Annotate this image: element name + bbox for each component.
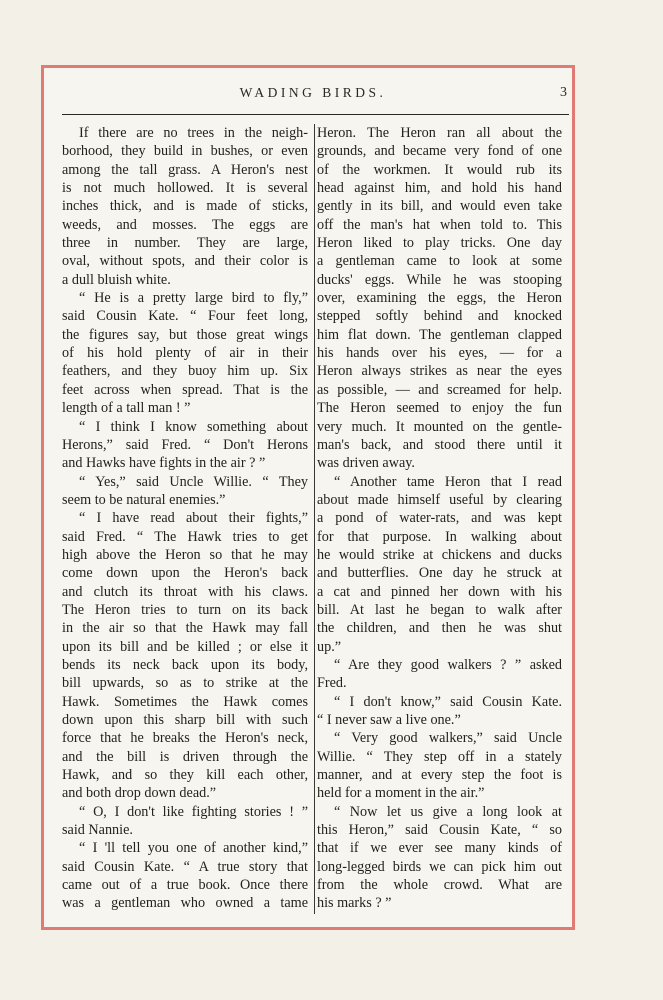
text-line: among the tall grass. A Heron's nest [62,161,308,178]
text-line: a dull bluish white. [62,271,171,288]
text-line: Heron. The Heron ran all about the [317,125,562,141]
text-line: feet across when spread. That is the [62,381,308,398]
text-line: him flat down. The gentleman clapped [317,326,562,343]
text-line: as possible, — and screamed for help. [317,381,562,398]
text-line: came out of a true book. Once there [62,877,308,894]
text-line: and Hawks have fights in the air ? ” [62,455,266,472]
text-line: and the bill is driven through the [62,748,308,765]
text-line: bill. At last he began to walk after [317,601,562,618]
text-line: Fred. [317,675,347,692]
right-text-column [317,124,562,913]
text-line: over, examining the eggs, the Heron [317,290,562,307]
text-line: Hawk. Sometimes the Hawk comes [62,693,308,710]
text-line: his marks ? ” [317,895,392,912]
text-line: was driven away. [317,455,415,472]
text-line: The Heron seemed to enjoy the fun [317,400,562,417]
text-line: manner, and at every step the foot is [317,767,562,784]
page-number: 3 [560,85,567,100]
text-line: was a gentleman who owned a tame [62,895,308,912]
text-line: and butterflies. One day he struck at [317,565,562,582]
text-line: stepped softly behind and knocked [317,308,562,325]
running-title: WADING BIRDS. [239,85,387,100]
text-line: a gentleman came to look at some [317,253,562,270]
text-line: high above the Heron so that he may [62,546,308,563]
text-line: “ I have read about their fights,” [79,510,308,527]
text-line: from the whole crowd. What are [317,877,562,894]
text-line: up.” [317,638,342,655]
text-line: down upon this sharp bill with such [62,712,308,728]
text-line: this Heron,” said Cousin Kate, “ so [317,822,562,839]
text-line: that if we ever see many kinds of [317,840,562,857]
text-line: gently in its bill, and would even take [317,198,562,215]
text-line: seem to be natural enemies.” [62,491,226,508]
text-line: borhood, they build in bushes, or even [62,143,308,160]
text-line: “ He is a pretty large bird to fly,” [79,290,308,307]
text-line: Hawk, and so they kill each other, [62,767,308,784]
running-header [54,85,572,105]
text-line: said Cousin Kate. “ Four feet long, [62,308,308,325]
header-rule [62,114,569,115]
text-line: bends its neck back upon its body, [62,656,308,673]
text-line: is not much hollowed. It is several [62,180,308,197]
text-line: about made himself useful by clearing [317,491,562,508]
text-line: “ Very good walkers,” said Uncle [334,730,562,747]
text-line: man's back, and stood there until it [317,436,562,453]
text-line: feathers, and they buoy him up. Six [62,363,308,380]
text-line: “ Yes,” said Uncle Willie. “ They [79,473,308,490]
text-line: “ Now let us give a long look at [334,803,562,820]
text-line: ducks' eggs. While he was stooping [317,271,562,288]
text-line: said Fred. “ The Hawk tries to get [62,528,308,545]
text-line: off the man's hat when told to. This [317,216,562,233]
left-text-column [62,124,308,913]
text-line: and clutch its throat with his claws. [62,583,308,600]
text-line: of his hold plenty of air in their [62,345,308,362]
text-line: come down upon the Heron's back [62,565,308,582]
text-line: for that purpose. In walking about [317,528,562,545]
text-line: and both drop down dead.” [62,785,217,802]
text-line: Heron liked to play tricks. One day [317,235,562,252]
text-line: a cat and pinned her down with his [317,583,562,600]
text-line: force that he breaks the Heron's neck, [62,730,308,747]
text-line: bill upwards, so as to strike at the [62,675,308,692]
text-line: weeds, and mosses. The eggs are [62,216,308,233]
text-line: The Heron tries to turn on its back [62,601,308,618]
text-line: grounds, and became very fond of one [317,143,562,160]
text-line: his hands over his eyes, — for a [317,345,562,362]
text-line: he would strike at chickens and ducks [317,546,562,563]
text-line: Willie. “ They step off in a stately [317,748,562,765]
text-line: “ O, I don't like fighting stories ! ” [79,803,308,820]
text-line: “ I never saw a live one.” [317,712,461,728]
text-line: said Nannie. [62,822,133,839]
text-line: inches thick, and is made of sticks, [62,198,308,215]
text-line: very much. It mounted on the gentle- [317,418,562,435]
text-line: in the air so that the Hawk may fall [62,620,308,637]
text-line: If there are no trees in the neigh- [79,125,308,141]
text-line: “ I don't know,” said Cousin Kate. [334,693,562,710]
text-line: upon its bill and be killed ; or else it [62,638,308,655]
text-line: “ I think I know something about [79,418,308,435]
column-divider [314,124,315,914]
text-line: “ Are they good walkers ? ” asked [334,656,562,673]
text-line: a pond of water-rats, and was kept [317,510,562,527]
text-line: oval, without spots, and their color is [62,253,308,270]
text-line: the figures say, but those great wings [62,326,308,343]
text-line: of the workmen. It would rub its [317,161,562,178]
text-line: three in number. They are large, [62,235,308,252]
text-line: long-legged birds we can pick him out [317,858,562,875]
text-line: head against him, and hold his hand [317,180,562,197]
text-line: “ I 'll tell you one of another kind,” [79,840,308,857]
text-line: Herons,” said Fred. “ Don't Herons [62,436,308,453]
text-line: said Cousin Kate. “ A true story that [62,858,308,875]
text-line: the children, and then he was shut [317,620,562,637]
text-line: “ Another tame Heron that I read [334,473,562,490]
text-line: held for a moment in the air.” [317,785,485,802]
text-line: length of a tall man ! ” [62,400,191,417]
text-line: Heron always strikes as near the eyes [317,363,562,380]
